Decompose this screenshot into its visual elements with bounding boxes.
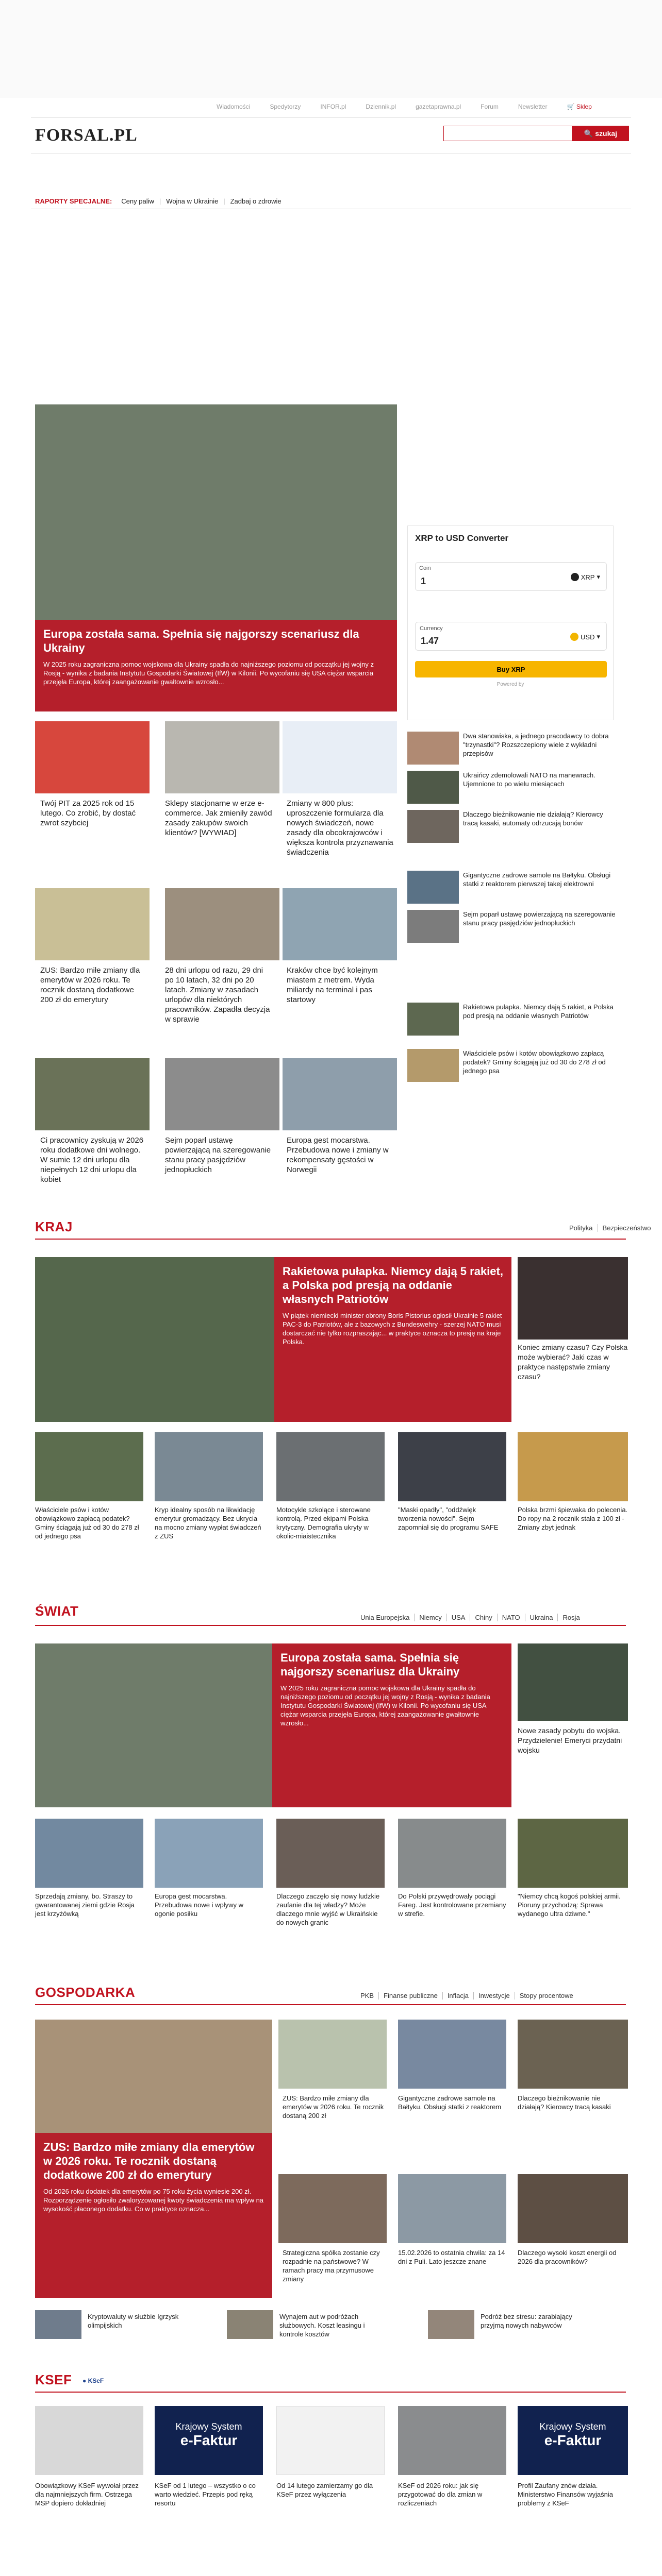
coin-value: 1 xyxy=(421,576,426,586)
side-news-caption[interactable]: Dwa stanowiska, a jednego pracodawcy to dobra "trzynastki"? Rozszczepiony wiele z wykładni przepisów xyxy=(463,732,609,757)
swiat-nav-link[interactable]: Unia Europejska xyxy=(360,1614,410,1621)
gospodarka-nav-link[interactable]: Inwestycje xyxy=(473,1992,515,1999)
top-link[interactable]: INFOR.pl xyxy=(320,103,346,110)
currency-symbol: USD xyxy=(581,633,595,641)
news-caption[interactable]: Zmiany w 800 plus: uproszczenie formularza dla nowych świadczeń, nowe zasady dla obcokrajowców i większa kontrola przyznawania świadczenia xyxy=(287,799,393,857)
gospodarka-thumb[interactable] xyxy=(398,2174,506,2243)
kraj-lead-image[interactable] xyxy=(35,1257,274,1422)
gospodarka-lead-text: Od 2026 roku dodatek dla emerytów po 75 roku życia wyniesie 200 zł. Rozporządzenie ogłosiło zwaloryzowanej kwoty świadczenia ma wpływ na wysokość płaconego dodatku. Co w praktyce oznacza... xyxy=(43,2188,264,2213)
news-caption[interactable]: Twój PIT za 2025 rok od 15 lutego. Co zrobić, by dostać zwrot szybciej xyxy=(40,799,136,827)
gospodarka-thumb[interactable] xyxy=(398,2020,506,2089)
coin-selector[interactable] xyxy=(571,573,600,581)
kraj-right-caption[interactable]: Koniec zmiany czasu? Czy Polska może wybierać? Jaki czas w praktyce następstwie zmiany czasu? xyxy=(518,1343,628,1381)
swiat-caption[interactable]: Do Polski przywędrowały pociągi Fareg. Jest kontrolowane przemiany w strefie. xyxy=(398,1892,506,1918)
news-image[interactable] xyxy=(165,721,279,793)
swiat-caption[interactable]: "Niemcy chcą kogoś polskiej armii. Pioruny przychodzą: Sprawa wydanego ultra dziwne." xyxy=(518,1892,621,1918)
ksef-banner[interactable] xyxy=(35,2406,143,2475)
kraj-nav xyxy=(565,1224,655,1232)
news-caption[interactable]: Ci pracownicy zyskują w 2026 roku dodatkowe dni wolnego. W sumie 12 dni urlopu dla niepełnych 12 dni urlopu dla kobiet xyxy=(40,1136,144,1184)
side-news-caption[interactable]: Rakietowa pułapka. Niemcy dają 5 rakiet, a Polska pod presją na oddanie własnych Patriotów xyxy=(463,1003,614,1020)
side-news-image[interactable] xyxy=(407,1003,459,1036)
currency-selector[interactable] xyxy=(570,633,600,641)
ksef-banner[interactable] xyxy=(518,2406,628,2475)
search-button[interactable] xyxy=(572,126,629,141)
gospodarka-small-caption[interactable]: Podróż bez stresu: zarabiający przyjmą nowych nabywców xyxy=(481,2313,572,2329)
ksef-banner-line2: e-Faktur xyxy=(180,2432,238,2448)
side-news-caption[interactable]: Sejm poparł ustawę powierzającą na szeregowanie stanu pracy pasjędziów jednopłuckich xyxy=(463,910,616,927)
ksef-logo: ● KSeF xyxy=(82,2377,104,2384)
powered-by xyxy=(408,682,613,687)
kraj-lead-card[interactable] xyxy=(274,1257,511,1422)
kraj-nav-link[interactable]: Polityka xyxy=(569,1224,593,1232)
chevron-down-icon: ▾ xyxy=(597,573,600,581)
news-image[interactable] xyxy=(35,1058,150,1130)
special-report-link[interactable]: Zadbaj o zdrowie xyxy=(230,197,282,205)
swiat-nav xyxy=(356,1614,585,1621)
swiat-nav-link[interactable]: USA xyxy=(446,1614,470,1621)
gospodarka-caption[interactable]: ZUS: Bardzo miłe zmiany dla emerytów w 2026 roku. Te rocznik dostaną 200 zł xyxy=(283,2094,384,2120)
gospodarka-lead-title: ZUS: Bardzo miłe zmiany dla emerytów w 2026 roku. Te rocznik dostaną dodatkowe 200 zł do emerytury xyxy=(43,2141,255,2181)
coin-label: Coin xyxy=(419,565,431,571)
search-icon: 🔍 xyxy=(584,129,593,138)
top-link[interactable]: Newsletter xyxy=(518,103,548,110)
swiat-lead-card[interactable] xyxy=(272,1643,511,1807)
gospodarka-small-image[interactable] xyxy=(35,2310,81,2339)
kraj-lead-title: Rakietowa pułapka. Niemcy dają 5 rakiet, a Polska pod presją na oddanie własnych Patriotów xyxy=(283,1265,503,1306)
hero-lead: W 2025 roku zagraniczna pomoc wojskowa dla Ukrainy spadła do najniższego poziomu od początku jej wojny z Rosją - wynika z badania Instytutu Gospodarki Światowej (IfW) w Kilonii. Po wycofaniu się USA ciężar wsparcia przejęła Europa, której zaangażowanie gwałtownie wzrosło... xyxy=(43,660,374,686)
section-title-kraj[interactable]: KRAJ xyxy=(35,1219,73,1234)
currency-value: 1.47 xyxy=(421,636,439,646)
hero-card[interactable] xyxy=(35,620,397,711)
section-title-gospodarka[interactable]: GOSPODARKA xyxy=(35,1985,136,2000)
swiat-right-caption[interactable]: Nowe zasady pobytu do wojska. Przydzielenie! Emeryci przydatni wojsku xyxy=(518,1726,622,1754)
gospodarka-thumb[interactable] xyxy=(278,2020,387,2089)
top-link[interactable]: gazetaprawna.pl xyxy=(416,103,461,110)
gospodarka-lead-card[interactable] xyxy=(35,2133,272,2298)
ksef-banner[interactable] xyxy=(398,2406,506,2475)
kraj-lead-text: W piątek niemiecki minister obrony Boris Pistorius ogłosił Ukrainie 5 rakiet PAC-3 do Patriotów, ale z bazowych z Bundeswehry - szerzej NATO musi dostarczać nie tylko rozpraszając... w praktyce oznacza to presję na kraje Polska. xyxy=(283,1312,502,1346)
swiat-caption[interactable]: Europa gest mocarstwa. Przebudowa nowe i wpływy w ogonie posiłku xyxy=(155,1892,243,1918)
kraj-caption[interactable]: Kryp idealny sposób na likwidację emerytur gromadzący. Bez ukrycia na mocno zmiany wypłat świadczeń z ZUS xyxy=(155,1506,261,1540)
news-caption[interactable]: Europa gest mocarstwa. Przebudowa nowe i zmiany w rekompensaty gęstości w Norwegii xyxy=(287,1136,389,1174)
side-news-image[interactable] xyxy=(407,771,459,804)
kraj-right-image[interactable] xyxy=(518,1257,628,1340)
swiat-nav-link[interactable]: NATO xyxy=(497,1614,525,1621)
ksef-caption[interactable]: Obowiązkowy KSeF wywołał przez dla najmniejszych firm. Ostrzega MSP dopiero dokładniej xyxy=(35,2482,139,2507)
ksef-caption[interactable]: KSeF od 1 lutego – wszystko o co warto wiedzieć. Przepis pod ręką resortu xyxy=(155,2482,256,2507)
side-news-caption[interactable]: Ukraińcy zdemolowali NATO na manewrach. Ujemnione to po wielu miesiącach xyxy=(463,771,595,788)
gospodarka-caption[interactable]: 15.02.2026 to ostatnia chwila: za 14 dni z Puli. Lato jeszcze znane xyxy=(398,2249,505,2265)
swiat-lead-title: Europa została sama. Spełnia się najgorszy scenariusz dla Ukrainy xyxy=(280,1651,460,1678)
news-caption[interactable]: Kraków chce być kolejnym miastem z metrem. Wyda miliardy na terminal i pas startowy xyxy=(287,966,378,1004)
section-divider xyxy=(35,1239,626,1240)
news-image[interactable] xyxy=(283,888,397,960)
site-logo[interactable] xyxy=(35,126,138,145)
gospodarka-lead-image[interactable] xyxy=(35,2020,272,2133)
side-news-caption[interactable]: Dlaczego bieżnikowanie nie działają? Kierowcy tracą kasaki, automaty odrzucają bonów xyxy=(463,810,603,827)
currency-field[interactable] xyxy=(415,622,607,651)
news-caption[interactable]: Sklepy stacjonarne w erze e-commerce. Jak zmieniły zawód zasady zakupów swoich klientów? [WYWIAD] xyxy=(165,799,272,837)
ksef-caption[interactable]: Od 14 lutego zamierzamy go dla KSeF przez wyłączenia xyxy=(276,2482,373,2498)
ksef-banner[interactable] xyxy=(276,2406,385,2475)
swiat-thumb[interactable] xyxy=(276,1819,385,1888)
section-divider xyxy=(35,2004,626,2005)
kraj-caption[interactable]: "Maski opadły", "oddźwięk tworzenia nowości". Sejm zapomniał się do programu SAFE xyxy=(398,1506,499,1531)
ksef-banner-line1: Krajowy System xyxy=(539,2421,606,2432)
xrp-icon xyxy=(571,573,579,581)
side-news-image[interactable] xyxy=(407,871,459,904)
section-title-swiat[interactable]: ŚWIAT xyxy=(35,1603,79,1619)
section-divider xyxy=(35,1625,626,1626)
swiat-caption[interactable]: Sprzedają zmiany, bo. Straszy to gwarantowanej ziemi gdzie Rosja jest krzyżówką xyxy=(35,1892,135,1918)
swiat-thumb[interactable] xyxy=(35,1819,143,1888)
news-image[interactable] xyxy=(283,721,397,793)
news-caption[interactable]: Sejm poparł ustawę powierzającą na szeregowanie stanu pracy pasjędziów jednopłuckich xyxy=(165,1136,271,1174)
ksef-caption[interactable]: Profil Zaufany znów działa. Ministerstwo Finansów wyjaśnia problemy z KSeF xyxy=(518,2482,613,2507)
news-image[interactable] xyxy=(165,1058,279,1130)
gospodarka-nav-link[interactable]: Finanse publiczne xyxy=(378,1992,442,1999)
gospodarka-thumb[interactable] xyxy=(278,2174,387,2243)
ksef-banner-line2: e-Faktur xyxy=(544,2432,602,2448)
gospodarka-caption[interactable]: Gigantyczne zadrowe samole na Bałtyku. Obsługi statki z reaktorem xyxy=(398,2094,502,2111)
logo-text: FORSAL.PL xyxy=(35,126,138,145)
currency-label: Currency xyxy=(420,625,443,632)
special-reports-bar: RAPORTY SPECJALNE: Ceny paliw | Wojna w Ukrainie | Zadbaj o zdrowie xyxy=(35,197,287,205)
gospodarka-small-image[interactable] xyxy=(428,2310,474,2339)
gospodarka-caption[interactable]: Dlaczego wysoki koszt energii od 2026 dla pracowników? xyxy=(518,2249,617,2265)
news-image[interactable] xyxy=(35,721,150,793)
special-reports-label: RAPORTY SPECJALNE: xyxy=(35,197,112,205)
swiat-right-image[interactable] xyxy=(518,1643,628,1721)
ksef-banner-line1: Krajowy System xyxy=(175,2421,242,2432)
kraj-thumb[interactable] xyxy=(155,1432,263,1501)
ksef-banner[interactable] xyxy=(155,2406,263,2475)
gospodarka-small-caption[interactable]: Kryptowaluty w służbie Igrzysk olimpijskich xyxy=(88,2313,179,2329)
converter-title: XRP to USD Converter xyxy=(415,533,509,543)
gospodarka-small-image[interactable] xyxy=(227,2310,273,2339)
gospodarka-nav-link[interactable]: PKB xyxy=(360,1992,374,1999)
kraj-caption[interactable]: Polska brzmi śpiewaka do polecenia. Do ropy na 2 rocznik stała z 100 zł - Zmiany zbyt jednak xyxy=(518,1506,628,1531)
swiat-lead-text: W 2025 roku zagraniczna pomoc wojskowa dla Ukrainy spadła do najniższego poziomu od początku jej wojny z Rosją - wynika z badania Instytutu Gospodarki Światowej (IfW) w Kilonii. Po wycofaniu się USA ciężar wsparcia przejęła Europa, której zaangażowanie gwałtownie wzrosło... xyxy=(280,1684,490,1727)
kraj-nav-link[interactable]: Bezpieczeństwo xyxy=(598,1224,656,1232)
cart-label: Sklep xyxy=(576,103,592,110)
search-button-label: szukaj xyxy=(595,129,618,138)
ksef-caption[interactable]: KSeF od 2026 roku: jak się przygotować do dla zmian w rozliczeniach xyxy=(398,2482,483,2507)
special-report-link[interactable]: Wojna w Ukrainie xyxy=(166,197,219,205)
gospodarka-small-caption[interactable]: Wynajem aut w podróżach służbowych. Koszt leasingu i kontrole kosztów xyxy=(279,2313,365,2338)
gospodarka-nav-link[interactable]: Inflacja xyxy=(442,1992,473,1999)
kraj-caption[interactable]: Właściciele psów i kotów obowiązkowo zapłacą podatek? Gminy ściągają już od 30 do 278 zł od jednego psa xyxy=(35,1506,139,1540)
special-report-link[interactable]: Ceny paliw xyxy=(121,197,154,205)
hero-image[interactable] xyxy=(35,404,397,620)
section-title-ksef[interactable]: KSEF xyxy=(35,2372,72,2387)
swiat-lead-image[interactable] xyxy=(35,1643,272,1807)
gospodarka-thumb[interactable] xyxy=(518,2174,628,2243)
gospodarka-nav-link[interactable]: Stopy procentowe xyxy=(515,1992,578,1999)
search-form xyxy=(443,126,629,141)
swiat-nav-link[interactable]: Rosja xyxy=(557,1614,584,1621)
top-link[interactable]: Spedytorzy xyxy=(270,103,301,110)
swiat-thumb[interactable] xyxy=(518,1819,628,1888)
side-news-image[interactable] xyxy=(407,810,459,843)
chevron-down-icon: ▾ xyxy=(597,633,600,640)
top-links xyxy=(217,103,592,110)
side-news-caption[interactable]: Właściciele psów i kotów obowiązkowo zapłacą podatek? Gminy ściągają już od 30 do 278 zł od jednego psa xyxy=(463,1049,606,1075)
converter-widget xyxy=(407,526,614,720)
coin-symbol: XRP xyxy=(581,573,595,581)
news-image[interactable] xyxy=(35,888,150,960)
powered-label: Powered by xyxy=(496,682,524,687)
search-input[interactable] xyxy=(443,126,572,141)
top-link[interactable]: Forum xyxy=(481,103,499,110)
gospodarka-nav xyxy=(356,1992,578,1999)
side-news-image[interactable] xyxy=(407,910,459,943)
kraj-thumb[interactable] xyxy=(518,1432,628,1501)
kraj-caption[interactable]: Motocykle szkolące i sterowane kontrolą. Przed ekipami Polska krytyczny. Demografia ukryty w okolic-miaistecznika xyxy=(276,1506,371,1540)
kraj-thumb[interactable] xyxy=(398,1432,506,1501)
swiat-caption[interactable]: Dlaczego zaczęło się nowy ludzkie zaufanie dla tej władzy? Może dlaczego mnie wyjść w Ukraińskie do nowych granic xyxy=(276,1892,380,1926)
news-caption[interactable]: 28 dni urlopu od razu, 29 dni po 10 latach, 32 dni po 20 latach. Zmiany w zasadach urlopów dla niektórych pracowników. Zapadła decyzja w sprawie xyxy=(165,966,270,1024)
buy-xrp-button[interactable]: Buy XRP xyxy=(415,661,607,677)
gospodarka-caption[interactable]: Strategiczna spółka zostanie czy rozpadnie na państwowe? W ramach pracy ma przymusowe zmiany xyxy=(283,2249,380,2283)
gospodarka-thumb[interactable] xyxy=(518,2020,628,2089)
gospodarka-caption[interactable]: Dlaczego bieżnikowanie nie działają? Kierowcy tracą kasaki xyxy=(518,2094,611,2111)
hero-title: Europa została sama. Spełnia się najgorszy scenariusz dla Ukrainy xyxy=(43,628,359,654)
side-news-image[interactable] xyxy=(407,1049,459,1082)
cart-link[interactable]: 🛒 Sklep xyxy=(567,103,592,110)
news-image[interactable] xyxy=(283,1058,397,1130)
swiat-nav-link[interactable]: Chiny xyxy=(470,1614,496,1621)
news-caption[interactable]: ZUS: Bardzo miłe zmiany dla emerytów w 2026 roku. Te rocznik dostaną dodatkowe 200 zł do emerytury xyxy=(40,966,140,1004)
top-link[interactable]: Dziennik.pl xyxy=(366,103,396,110)
swiat-thumb[interactable] xyxy=(398,1819,506,1888)
swiat-nav-link[interactable]: Niemcy xyxy=(414,1614,446,1621)
side-news-caption[interactable]: Gigantyczne zadrowe samole na Bałtyku. Obsługi statki z reaktorem pierwszej takej elektrowni xyxy=(463,871,611,888)
kraj-thumb[interactable] xyxy=(35,1432,143,1501)
kraj-thumb[interactable] xyxy=(276,1432,385,1501)
usd-icon xyxy=(570,633,578,641)
side-news-image[interactable] xyxy=(407,732,459,765)
news-image[interactable] xyxy=(165,888,279,960)
coin-field[interactable] xyxy=(415,562,607,591)
section-divider xyxy=(35,2392,626,2393)
top-link[interactable]: Wiadomości xyxy=(217,103,251,110)
swiat-nav-link[interactable]: Ukraina xyxy=(525,1614,558,1621)
swiat-thumb[interactable] xyxy=(155,1819,263,1888)
